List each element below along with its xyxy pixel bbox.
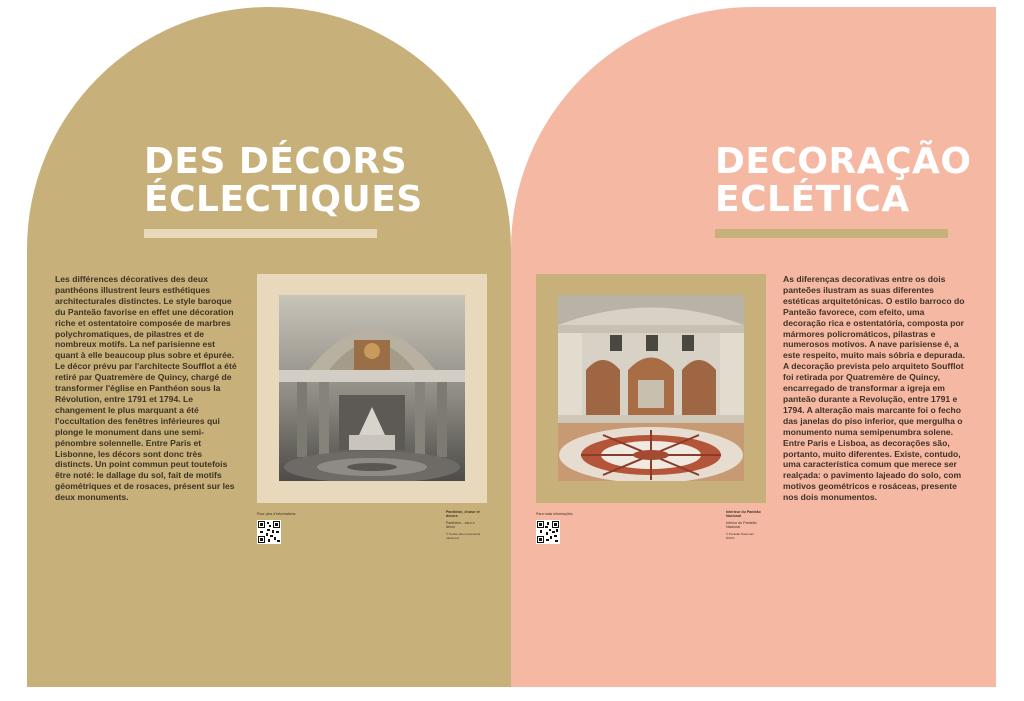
french-body-text: Les différences décoratives des deux panthéons illustrent leurs esthétiques architecturales distinctes. Le style baroque du Panteão favorise en effet une décoration riche et ostentatoire composée de marbres polychromatiques, de pilastres et de nombreux motifs. La nef parisienne est quant à elle beaucoup plus sobre et épurée. Le décor prévu par l'architecte Soufflot a été retiré par Quatremère de Quincy, chargé de transformer l'église en Panthéon sous la Révolution, entre 1791 et 1794. Le changement le plus marquant a été l'occultation des fenêtres inférieures qui plonge le monument dans une semi-pénombre solennelle. Entre Paris et Lisbonne, les décors sont donc très distincts. Un point commun peut toutefois être noté: le dallage du sol, fait de motifs géométriques et de rosaces, présent sur les deux monuments.	[55, 274, 237, 503]
portuguese-caption-line1: Intérieur du Panteão Nacional	[726, 510, 761, 519]
french-photo-caption	[446, 510, 482, 540]
french-title	[144, 143, 423, 219]
french-caption-line2: Panthéon - coro e décor	[446, 520, 475, 530]
portuguese-photo-credit: © Panteão Nacional / DGPC	[726, 531, 755, 541]
portuguese-title-line2: ECLÉTICA	[715, 179, 910, 220]
portuguese-photo-caption	[726, 510, 762, 540]
portuguese-body-text: As diferenças decorativas entre os dois panteões ilustram as suas diferentes estéticas arquitetónicas. O estilo barroco do Panteão favorece, com efeito, uma decoração rica e ostentatória, composta por mármores policromáticos, pilastras e numerosos motivos. A nave parisiense é, a este respeito, muito mais sóbria e depurada. A decoração prevista pelo arquiteto Soufflot foi retirada por Quatremère de Quincy, encarregado de transformar a igreja em panteão durante a Revolução, entre 1791 e 1794. A alteração mais marcante foi o fecho das janelas do piso inferior, que mergulha o monumento numa semipenumbra solene. Entre Paris e Lisboa, as decorações são, portanto, muito diferentes. Existe, contudo, uma característica comum que merece ser realçada: o pavimento lajeado do solo, com motivos geométricos e rosáceas, presente nos dois monumentos.	[783, 274, 965, 503]
portuguese-title-underline	[715, 229, 948, 238]
french-photo-frame	[257, 274, 487, 503]
portuguese-qr-code[interactable]	[536, 520, 560, 544]
portuguese-title	[715, 143, 971, 219]
french-title-line1: DES DÉCORS	[144, 141, 408, 182]
french-photo-credit: © Centre des monuments nationaux	[446, 531, 481, 541]
french-more-info: Pour plus d'informations	[257, 512, 296, 516]
pantheon-paris-photo	[279, 295, 465, 481]
french-caption-line1: Panthéon, chœur et decors	[446, 510, 480, 519]
portuguese-photo-frame	[536, 274, 766, 503]
panteao-lisbon-photo	[558, 295, 744, 481]
french-qr-code[interactable]	[257, 520, 281, 544]
french-title-underline	[144, 229, 377, 238]
portuguese-more-info: Para mais informações	[536, 512, 573, 516]
portuguese-caption-line2: Interior do Panteão Nacional	[726, 520, 757, 530]
portuguese-title-line1: DECORAÇÃO	[715, 141, 972, 182]
french-title-line2: ÉCLECTIQUES	[144, 179, 423, 220]
